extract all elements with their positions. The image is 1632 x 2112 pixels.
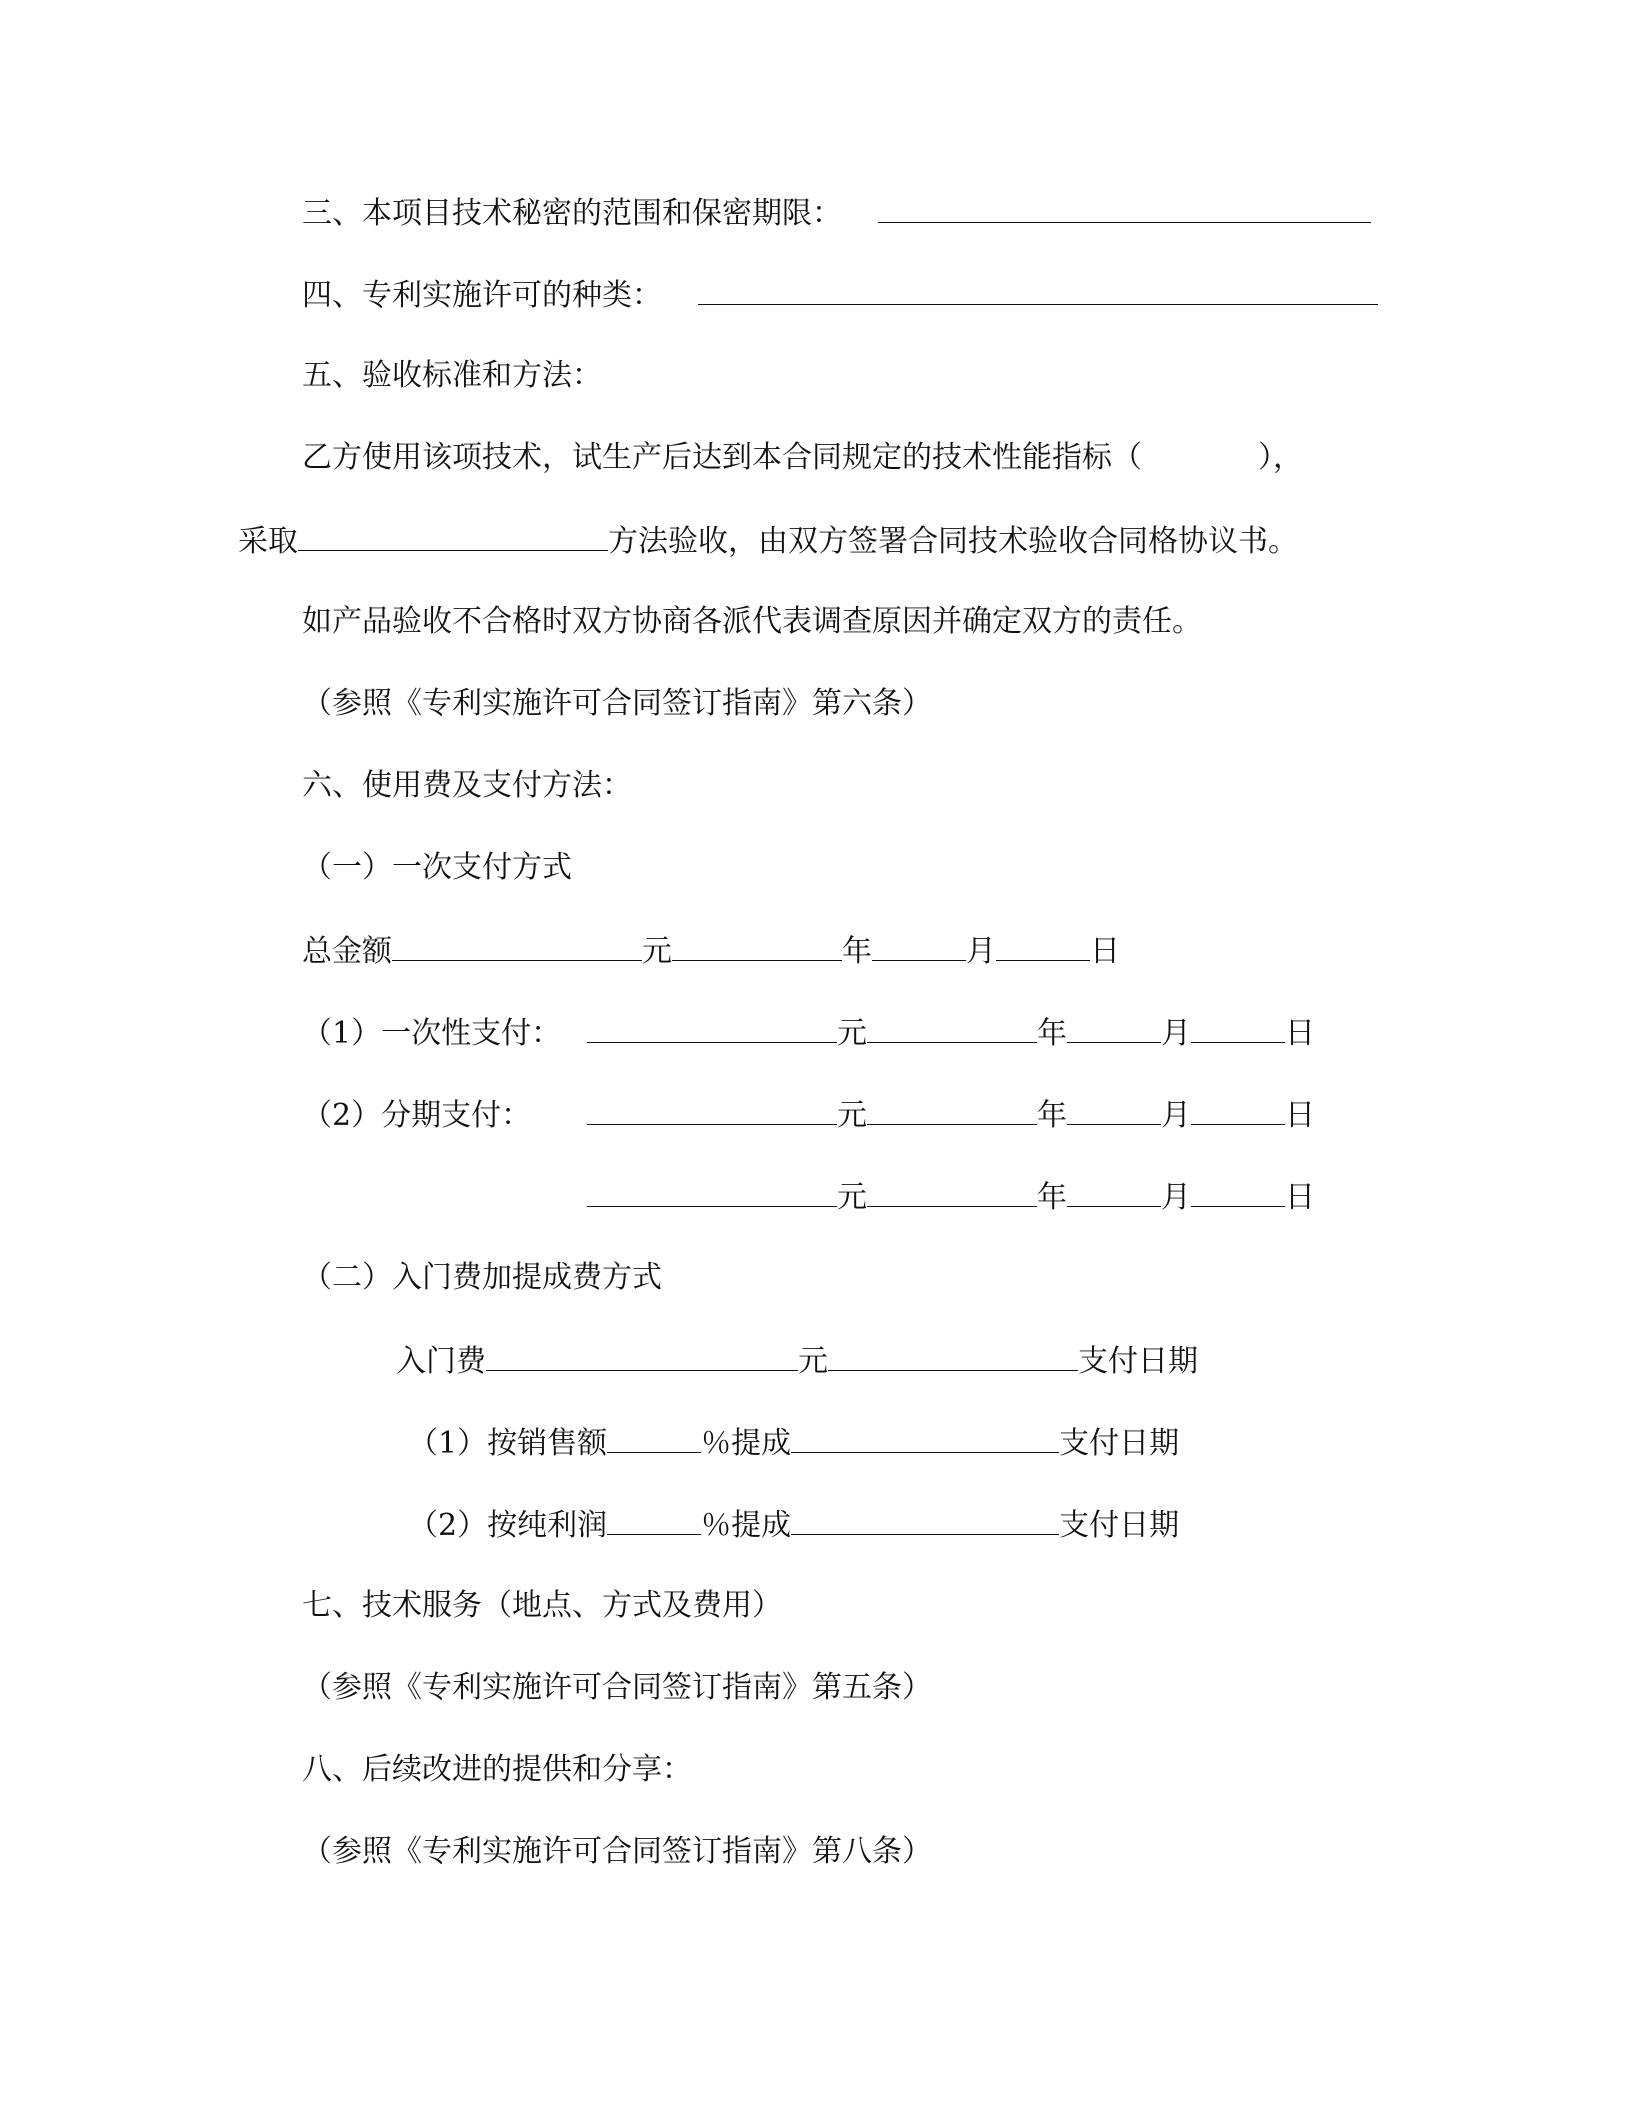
one-time-year-blank[interactable] xyxy=(867,1012,1037,1043)
total-month-blank[interactable] xyxy=(872,930,966,961)
total-amount-line: 总金额 元 年 月 日 xyxy=(302,930,1120,970)
total-day-blank[interactable] xyxy=(996,930,1090,961)
reference-note-art6: （参照《专利实施许可合同签订指南》第六条） xyxy=(302,686,932,721)
sales-percent-blank[interactable] xyxy=(607,1422,701,1453)
installment-2-month-blank[interactable] xyxy=(1067,1176,1161,1207)
installment-payment-line-1: （2）分期支付： 元 年 月 日 xyxy=(302,1094,1315,1134)
section-4-license-type-line xyxy=(302,274,1378,314)
installment-1-day-blank[interactable] xyxy=(1191,1094,1285,1125)
disqualification-clause: 如产品验收不合格时双方协商各派代表调查原因并确定双方的责任。 xyxy=(302,604,1202,639)
entry-fee-line: 入门费 元 支付日期 xyxy=(396,1340,1198,1380)
license-type-blank[interactable] xyxy=(698,274,1378,305)
sales-pay-date-blank[interactable] xyxy=(791,1422,1059,1453)
installment-payment-line-2: 元 年 月 日 xyxy=(587,1176,1315,1216)
reference-note-art8: （参照《专利实施许可合同签订指南》第八条） xyxy=(302,1834,932,1869)
section-8-heading: 八、后续改进的提供和分享： xyxy=(302,1752,692,1787)
installment-2-day-blank[interactable] xyxy=(1191,1176,1285,1207)
one-time-month-blank[interactable] xyxy=(1067,1012,1161,1043)
acceptance-method-blank[interactable] xyxy=(298,520,608,551)
installment-2-year-blank[interactable] xyxy=(867,1176,1037,1207)
reference-note-art5: （参照《专利实施许可合同签订指南》第五条） xyxy=(302,1670,932,1705)
one-time-payment-line: （1）一次性支付： 元 年 月 日 xyxy=(302,1012,1315,1052)
total-amount-blank[interactable] xyxy=(392,930,642,961)
profit-pay-date-blank[interactable] xyxy=(791,1504,1059,1535)
installment-2-amount-blank[interactable] xyxy=(587,1176,837,1207)
profit-royalty-line: （2）按纯利润 ％提成 支付日期 xyxy=(408,1504,1179,1544)
installment-1-year-blank[interactable] xyxy=(867,1094,1037,1125)
section-4-heading: 四、专利实施许可的种类： xyxy=(302,278,662,313)
section-3-confidentiality-line xyxy=(302,192,1371,232)
one-time-day-blank[interactable] xyxy=(1191,1012,1285,1043)
entry-fee-amount-blank[interactable] xyxy=(486,1340,798,1371)
profit-percent-blank[interactable] xyxy=(607,1504,701,1535)
installment-1-amount-blank[interactable] xyxy=(587,1094,837,1125)
installment-1-month-blank[interactable] xyxy=(1067,1094,1161,1125)
one-time-amount-blank[interactable] xyxy=(587,1012,837,1043)
section-3-heading: 三、本项目技术秘密的范围和保密期限： xyxy=(302,196,842,231)
confidentiality-blank[interactable] xyxy=(878,192,1371,223)
acceptance-method-line: 采取 方法验收，由双方签署合同技术验收合同格协议书。 xyxy=(238,520,1298,560)
total-year-blank[interactable] xyxy=(672,930,842,961)
lump-sum-heading: （一）一次支付方式 xyxy=(302,850,572,885)
section-7-heading: 七、技术服务（地点、方式及费用） xyxy=(302,1588,782,1623)
section-5-heading: 五、验收标准和方法： xyxy=(302,358,602,393)
acceptance-criteria-line: 乙方使用该项技术，试生产后达到本合同规定的技术性能指标（ ）， xyxy=(302,440,1303,475)
entry-fee-royalty-heading: （二）入门费加提成费方式 xyxy=(302,1260,662,1295)
entry-fee-date-blank[interactable] xyxy=(828,1340,1078,1371)
sales-royalty-line: （1）按销售额 ％提成 支付日期 xyxy=(408,1422,1179,1462)
section-6-heading: 六、使用费及支付方法： xyxy=(302,768,632,803)
